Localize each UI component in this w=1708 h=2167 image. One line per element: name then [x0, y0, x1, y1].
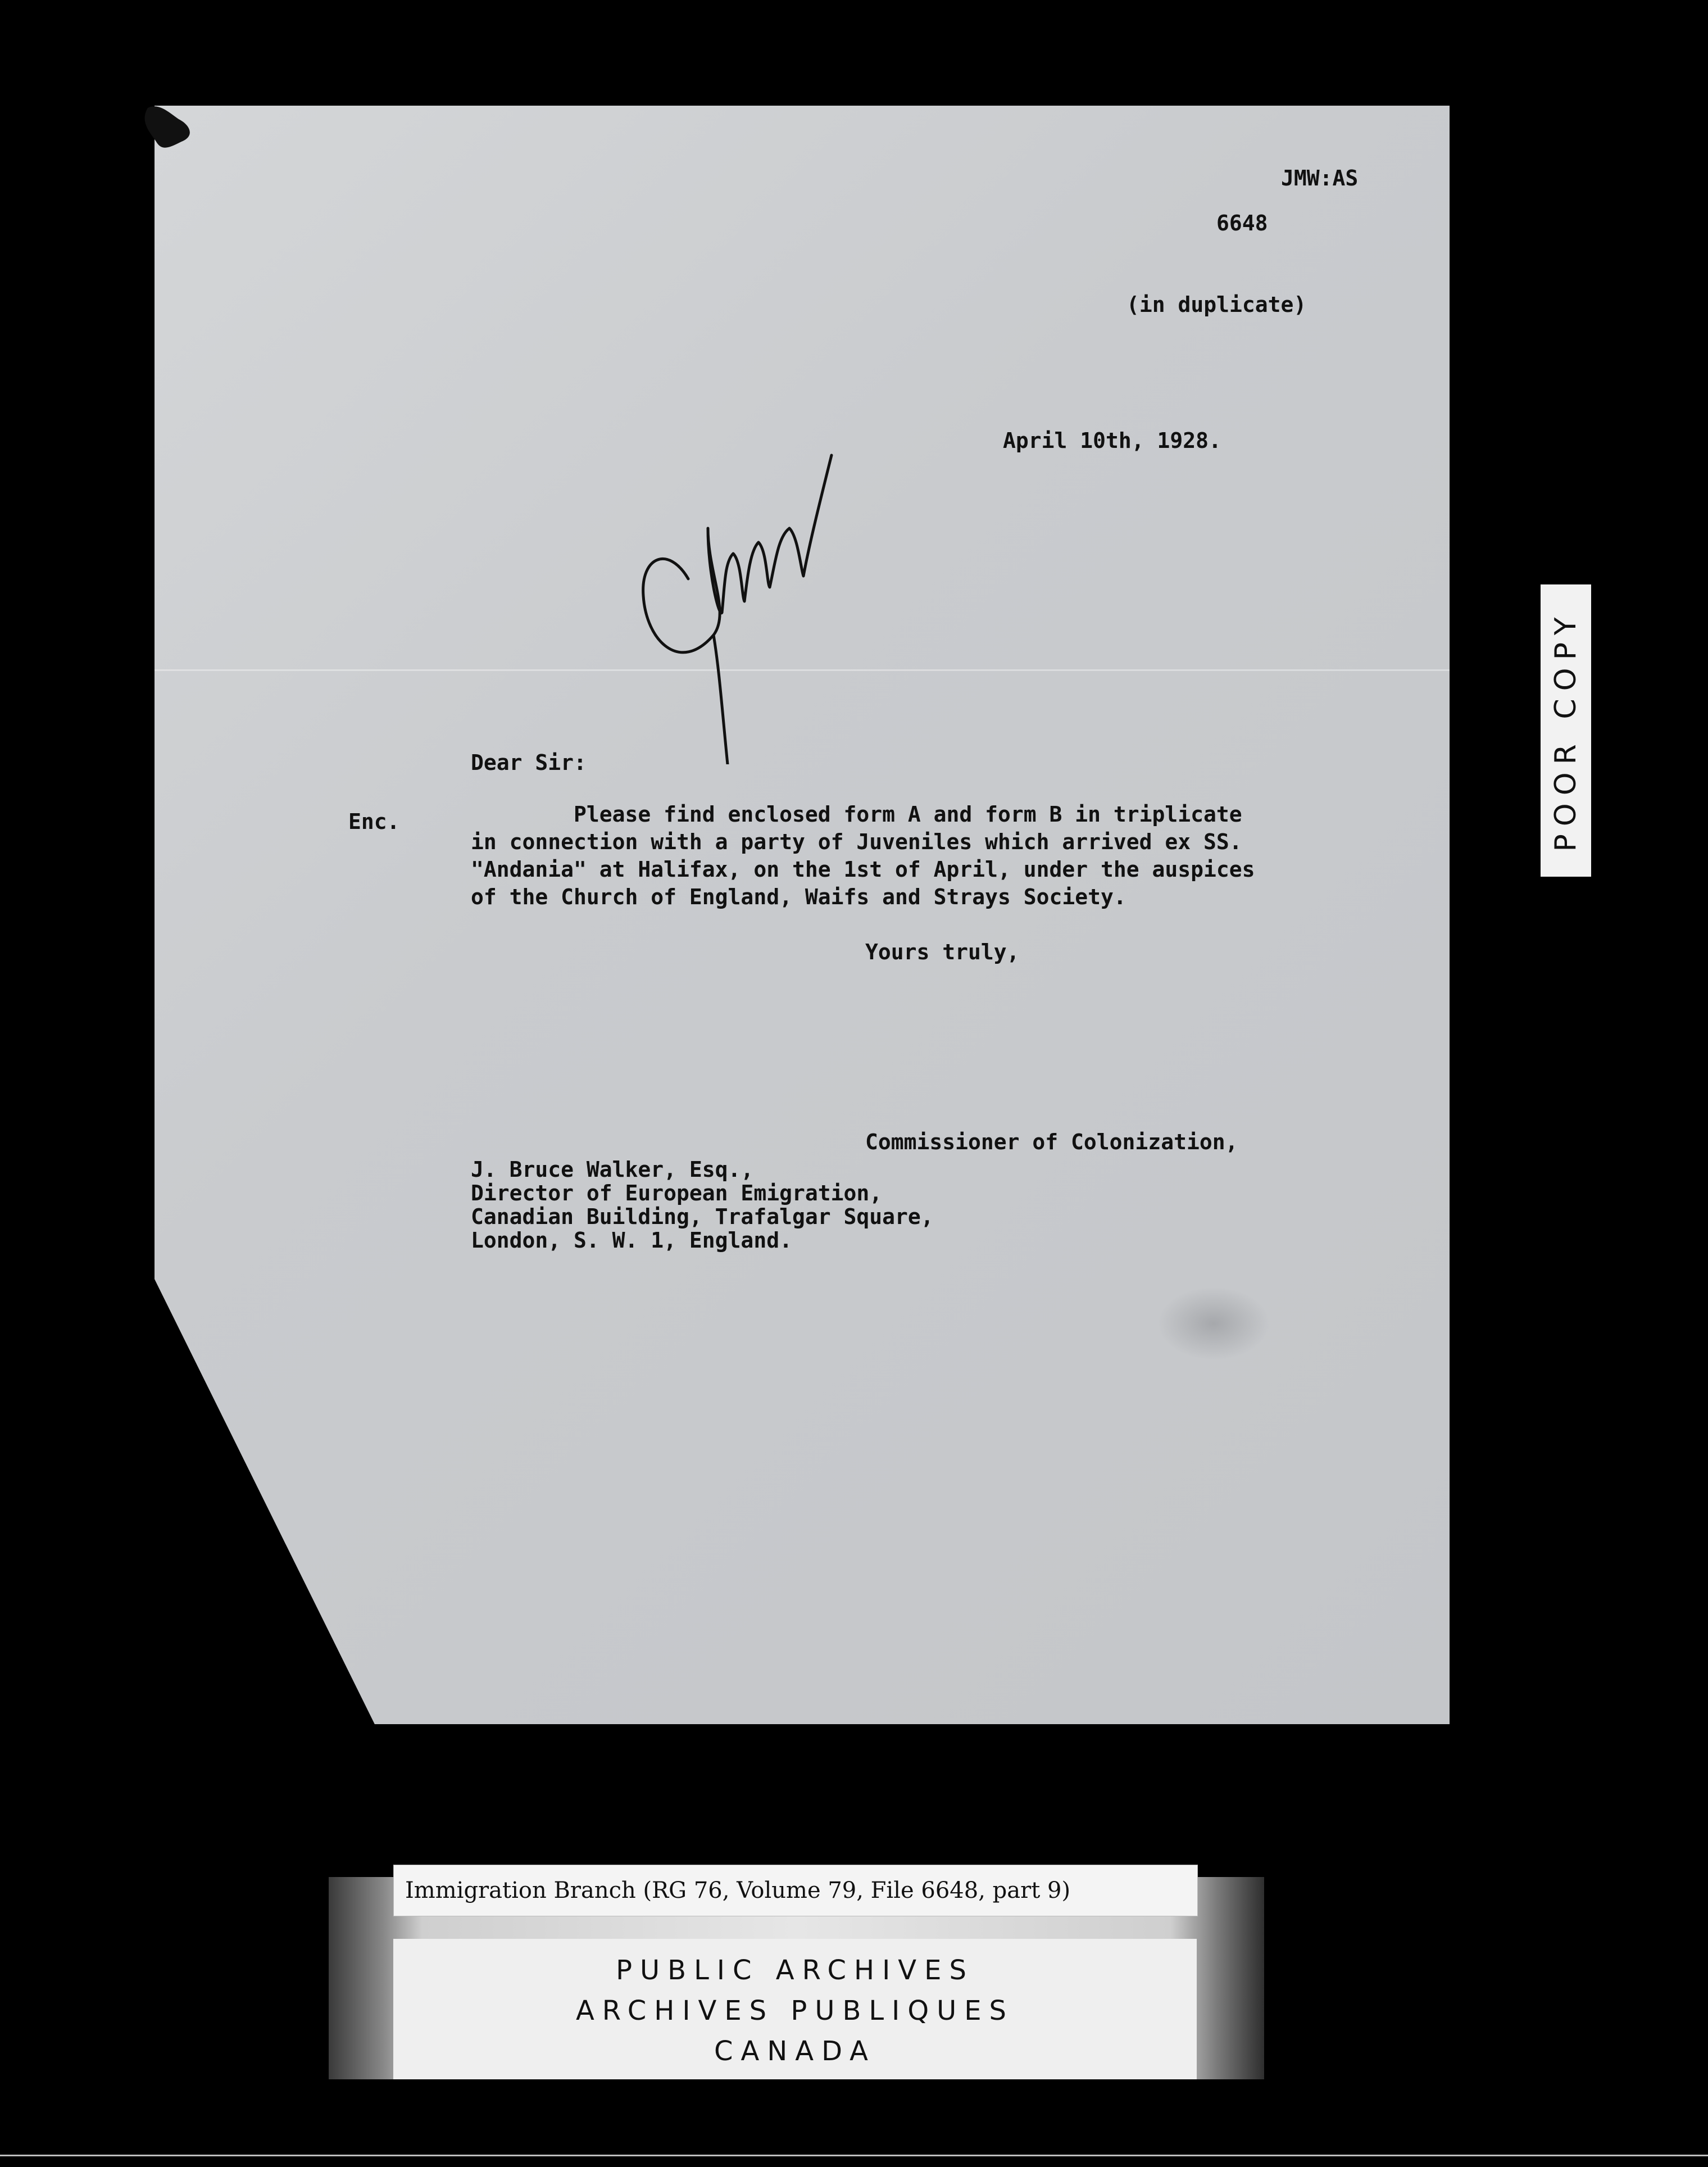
poor-copy-label	[1541, 584, 1591, 877]
copy-note: (in duplicate)	[1126, 292, 1307, 317]
enclosure-mark: Enc.	[348, 809, 400, 834]
address-line: London, S. W. 1, England.	[471, 1228, 792, 1253]
bottom-rule	[0, 2155, 1708, 2156]
address-line: J. Bruce Walker, Esq.,	[471, 1157, 754, 1182]
ink-blot	[137, 102, 198, 153]
body-line: in connection with a party of Juveniles which arrived ex SS.	[471, 829, 1242, 854]
poor-copy-text: POOR COPY	[1549, 609, 1583, 852]
body-line: "Andania" at Halifax, on the 1st of April, under the auspices	[471, 857, 1255, 882]
address-line: Director of European Emigration,	[471, 1181, 883, 1205]
file-number: 6648	[1216, 211, 1268, 235]
recipient-address	[471, 1158, 934, 1252]
letter-body	[471, 801, 1255, 911]
signatory-title: Commissioner of Colonization,	[865, 1130, 1238, 1154]
body-line: Please find enclosed form A and form B in triplicate	[471, 802, 1242, 827]
archive-stamp	[393, 1939, 1197, 2079]
letter-date: April 10th, 1928.	[1003, 428, 1221, 453]
smudge-mark	[1157, 1287, 1270, 1360]
body-line: of the Church of England, Waifs and Strays Society.	[471, 885, 1126, 909]
stamp-line: PUBLIC ARCHIVES	[616, 1955, 974, 1986]
reference-initials: JMW:AS	[1281, 166, 1359, 191]
stamp-line: CANADA	[714, 2035, 876, 2067]
archive-reference-label: Immigration Branch (RG 76, Volume 79, File 6648, part 9)	[393, 1865, 1198, 1916]
letter-page	[155, 106, 1450, 1724]
salutation: Dear Sir:	[471, 750, 587, 775]
closing: Yours truly,	[865, 940, 1020, 964]
handwritten-signature	[528, 416, 933, 764]
address-line: Canadian Building, Trafalgar Square,	[471, 1204, 934, 1229]
stamp-line: ARCHIVES PUBLIQUES	[575, 1995, 1015, 2027]
